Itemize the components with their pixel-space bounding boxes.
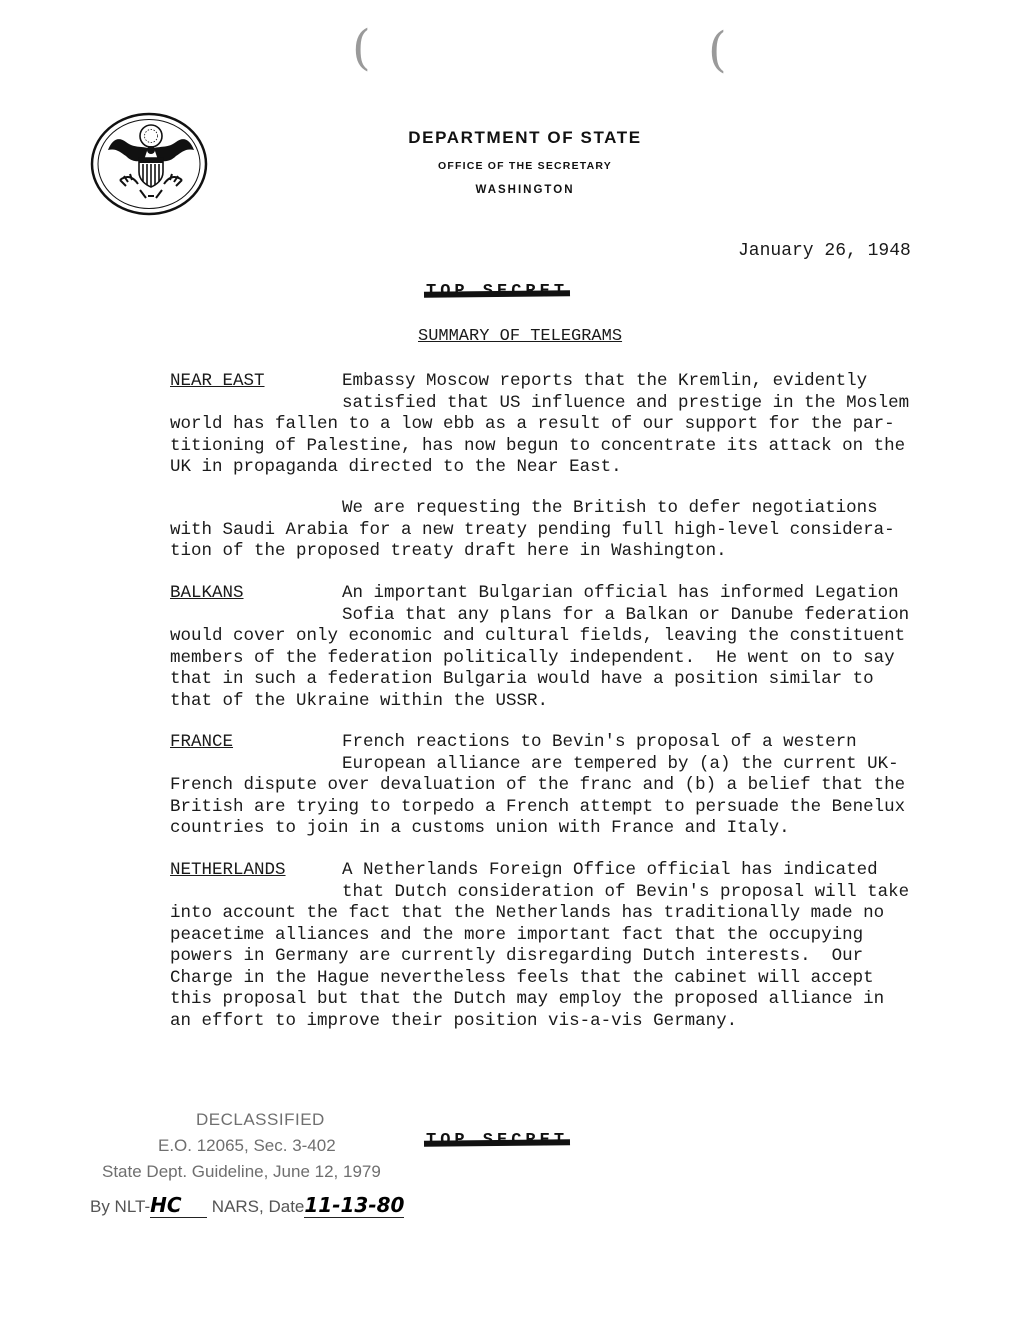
punch-hole-mark: ( — [352, 20, 371, 76]
declassified-stamp: DECLASSIFIED — [196, 1110, 325, 1129]
section-label: BALKANS — [170, 583, 244, 603]
section-label: FRANCE — [170, 732, 234, 752]
declassified-guideline: State Dept. Guideline, June 12, 1979 — [102, 1162, 381, 1181]
text-line: an effort to improve their position vis-a-vis Germany. — [170, 1010, 738, 1031]
text-line: European alliance are tempered by (a) the current UK- — [342, 753, 899, 774]
text-line: countries to join in a customs union with France and Italy. — [170, 818, 790, 838]
text-line: into account the fact that the Netherlands has traditionally made no — [170, 903, 885, 923]
text-line: that in such a federation Bulgaria would have a position similar to — [170, 669, 874, 689]
section-near-east-paragraph-2 — [170, 498, 930, 563]
classification-stamp-bottom — [426, 1131, 568, 1150]
handwritten-date: 11-13-80 — [304, 1193, 405, 1217]
text-line: powers in Germany are currently disregarding Dutch interests. Our — [170, 946, 864, 966]
section-label: NETHERLANDS — [170, 860, 286, 880]
text-line: British are trying to torpedo a French attempt to persuade the Benelux — [170, 796, 906, 817]
punch-hole-mark: ( — [708, 22, 727, 78]
declassified-authority: E.O. 12065, Sec. 3-402 — [158, 1136, 336, 1155]
text-line: peacetime alliances and the more important fact that the occupying — [170, 924, 864, 945]
section-netherlands — [170, 860, 930, 1032]
section-france — [170, 732, 930, 840]
text-line: We are requesting the British to defer negotiations — [342, 498, 878, 518]
text-line: A Netherlands Foreign Office official has indicated — [342, 860, 878, 880]
letterhead-office: OFFICE OF THE SECRETARY — [437, 160, 613, 172]
signoff-date-blank — [304, 1193, 404, 1218]
signoff-nars: NARS, Date — [207, 1197, 305, 1216]
text-line: satisfied that US influence and prestige in the Moslem — [342, 392, 910, 413]
text-line: French reactions to Bevin's proposal of a western — [342, 732, 857, 752]
section-near-east — [170, 371, 930, 479]
text-line: titioning of Palestine, has now begun to concentrate its attack on the — [170, 435, 906, 456]
letterhead-title: DEPARTMENT OF STATE — [408, 128, 642, 147]
text-line: French dispute over devaluation of the franc and (b) a belief that the — [170, 775, 906, 795]
declassified-signoff — [90, 1193, 404, 1218]
text-line: that of the Ukraine within the USSR. — [170, 690, 549, 711]
document-date: January 26, 1948 — [738, 241, 911, 261]
text-line: with Saudi Arabia for a new treaty pending full high-level considera- — [170, 519, 895, 540]
text-line: Sofia that any plans for a Balkan or Danube federation — [342, 604, 910, 625]
text-line: would cover only economic and cultural fields, leaving the constituent — [170, 626, 906, 646]
text-line: UK in propaganda directed to the Near East. — [170, 457, 622, 477]
department-of-state-seal-icon — [90, 112, 208, 216]
letterhead-city: WASHINGTON — [475, 184, 575, 196]
classification-stamp-top — [426, 282, 568, 301]
signoff-prefix: By NLT- — [90, 1197, 151, 1216]
text-line: that Dutch consideration of Bevin's proposal will take — [342, 881, 910, 902]
text-line: Charge in the Hague nevertheless feels that the cabinet will accept — [170, 967, 874, 988]
section-balkans — [170, 583, 930, 712]
text-line: An important Bulgarian official has informed Legation — [342, 583, 899, 603]
signoff-blank — [150, 1193, 207, 1218]
text-line: tion of the proposed treaty draft here in Washington. — [170, 541, 727, 561]
section-label: NEAR EAST — [170, 371, 265, 391]
document-heading: SUMMARY OF TELEGRAMS — [418, 327, 623, 346]
text-line: world has fallen to a low ebb as a result of our support for the par- — [170, 414, 895, 434]
text-line: Embassy Moscow reports that the Kremlin, evidently — [342, 371, 868, 391]
text-line: members of the federation politically independent. He went on to say — [170, 647, 895, 668]
handwritten-initials: HC — [150, 1193, 182, 1217]
text-line: this proposal but that the Dutch may employ the proposed alliance in — [170, 989, 885, 1009]
